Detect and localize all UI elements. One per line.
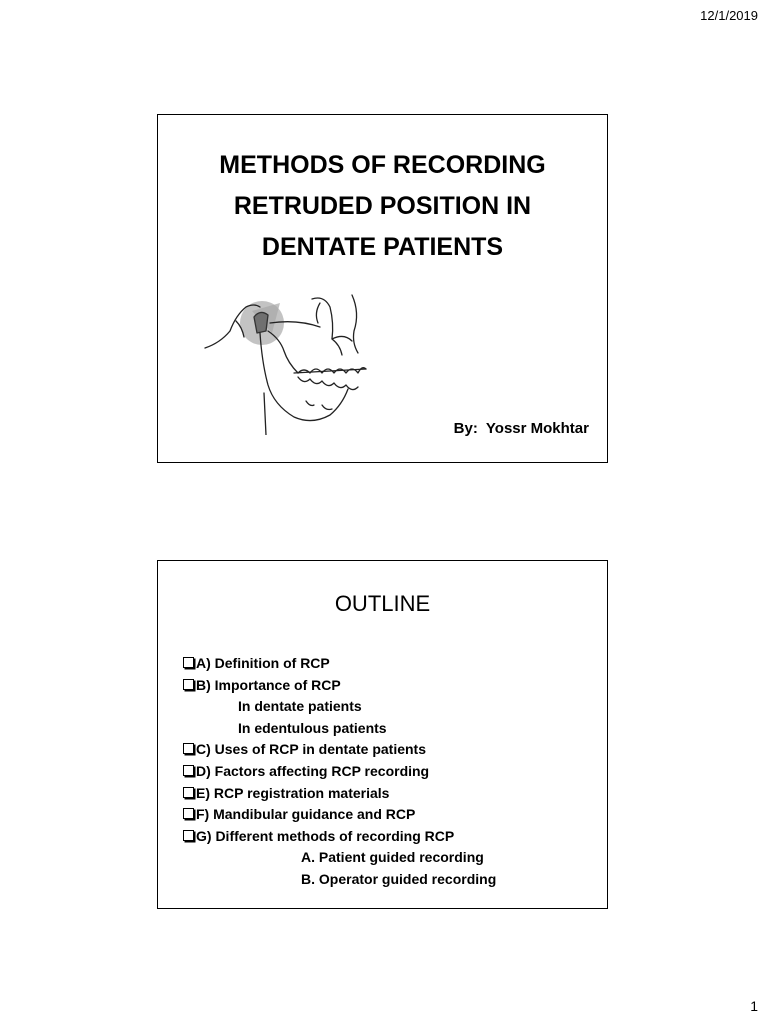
list-item-text: B) Importance of RCP — [196, 676, 341, 693]
list-item-text: A) Definition of RCP — [196, 655, 330, 671]
list-item — [183, 804, 603, 826]
list-item-text: G) Different methods of recording RCP — [196, 827, 455, 844]
list-item-text: F) Mandibular guidance and RCP — [196, 806, 416, 823]
list-item-text: D) Factors affecting RCP recording — [196, 762, 430, 779]
list-item — [183, 653, 603, 675]
list-item-text: E) RCP registration materials — [196, 784, 390, 801]
checkbox-bullet-icon — [183, 830, 194, 841]
page-number: 1 — [750, 998, 758, 1014]
title-line: RETRUDED POSITION IN — [233, 192, 532, 220]
outline-title: OUTLINE — [334, 591, 431, 616]
list-subitem: A. Patient guided recording — [301, 849, 484, 866]
outline-list — [183, 653, 603, 891]
list-item — [183, 739, 603, 761]
list-subitem: In dentate patients — [238, 698, 362, 715]
list-item — [183, 783, 603, 805]
slide-title — [166, 145, 599, 268]
checkbox-bullet-icon — [183, 679, 194, 690]
checkbox-bullet-icon — [183, 743, 194, 754]
date-header: 12/1/2019 — [700, 8, 758, 23]
checkbox-bullet-icon — [183, 657, 194, 668]
title-line: DENTATE PATIENTS — [261, 233, 504, 261]
list-item-text: C) Uses of RCP in dentate patients — [196, 741, 427, 758]
list-item — [183, 761, 603, 783]
list-item — [183, 826, 603, 848]
checkbox-bullet-icon — [183, 808, 194, 819]
title-slide — [157, 114, 608, 463]
list-item — [183, 675, 603, 697]
title-line: METHODS OF RECORDING — [219, 151, 546, 179]
outline-slide — [157, 560, 608, 909]
checkbox-bullet-icon — [183, 765, 194, 776]
author-label: By: Yossr Mokhtar — [453, 420, 589, 437]
list-subitem: In edentulous patients — [238, 719, 387, 736]
skull-jaw-illustration — [202, 293, 377, 435]
checkbox-bullet-icon — [183, 787, 194, 798]
list-subitem: B. Operator guided recording — [301, 870, 497, 887]
